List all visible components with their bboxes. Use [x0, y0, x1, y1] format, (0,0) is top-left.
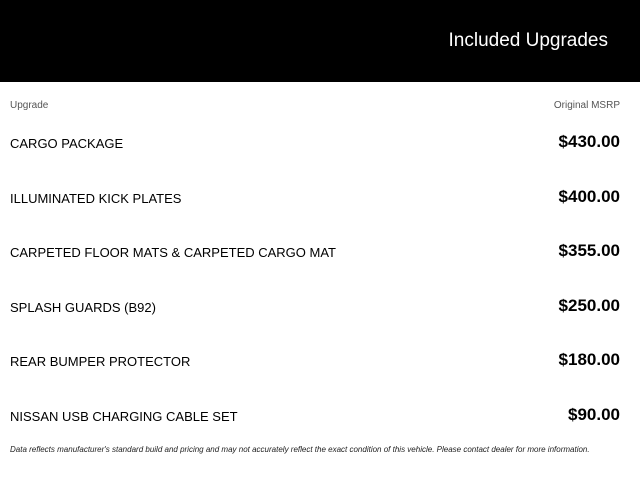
upgrade-price: $355.00: [558, 241, 620, 261]
header-bar: [0, 0, 640, 82]
upgrade-price: $250.00: [558, 295, 620, 315]
table-row: [0, 171, 640, 226]
table-row: [0, 225, 640, 280]
upgrade-name: SPLASH GUARDS (B92): [10, 299, 156, 315]
upgrade-name: CARPETED FLOOR MATS & CARPETED CARGO MAT: [10, 245, 336, 261]
upgrades-list: [0, 116, 640, 444]
upgrade-name: NISSAN USB CHARGING CABLE SET: [10, 408, 238, 424]
upgrade-name: ILLUMINATED KICK PLATES: [10, 190, 182, 206]
upgrade-name: CARGO PACKAGE: [10, 136, 124, 151]
upgrade-price: $90.00: [568, 404, 620, 424]
table-row: [0, 389, 640, 444]
column-header-original-msrp: Original MSRP: [553, 100, 620, 111]
table-row: [0, 116, 640, 171]
upgrade-price: $400.00: [558, 186, 620, 206]
column-header-upgrade: Upgrade: [10, 100, 49, 111]
page-title: Included Upgrades: [448, 30, 608, 51]
table-row: [0, 334, 640, 389]
upgrade-price: $180.00: [558, 350, 620, 370]
table-row: [0, 280, 640, 335]
upgrade-name: REAR BUMPER PROTECTOR: [10, 354, 191, 370]
upgrade-price: $430.00: [558, 132, 620, 151]
disclaimer-text: Data reflects manufacturer's standard build and pricing and may not accurately reflect the exact condition of this vehicle. Please contact dealer for more information.: [10, 445, 590, 454]
